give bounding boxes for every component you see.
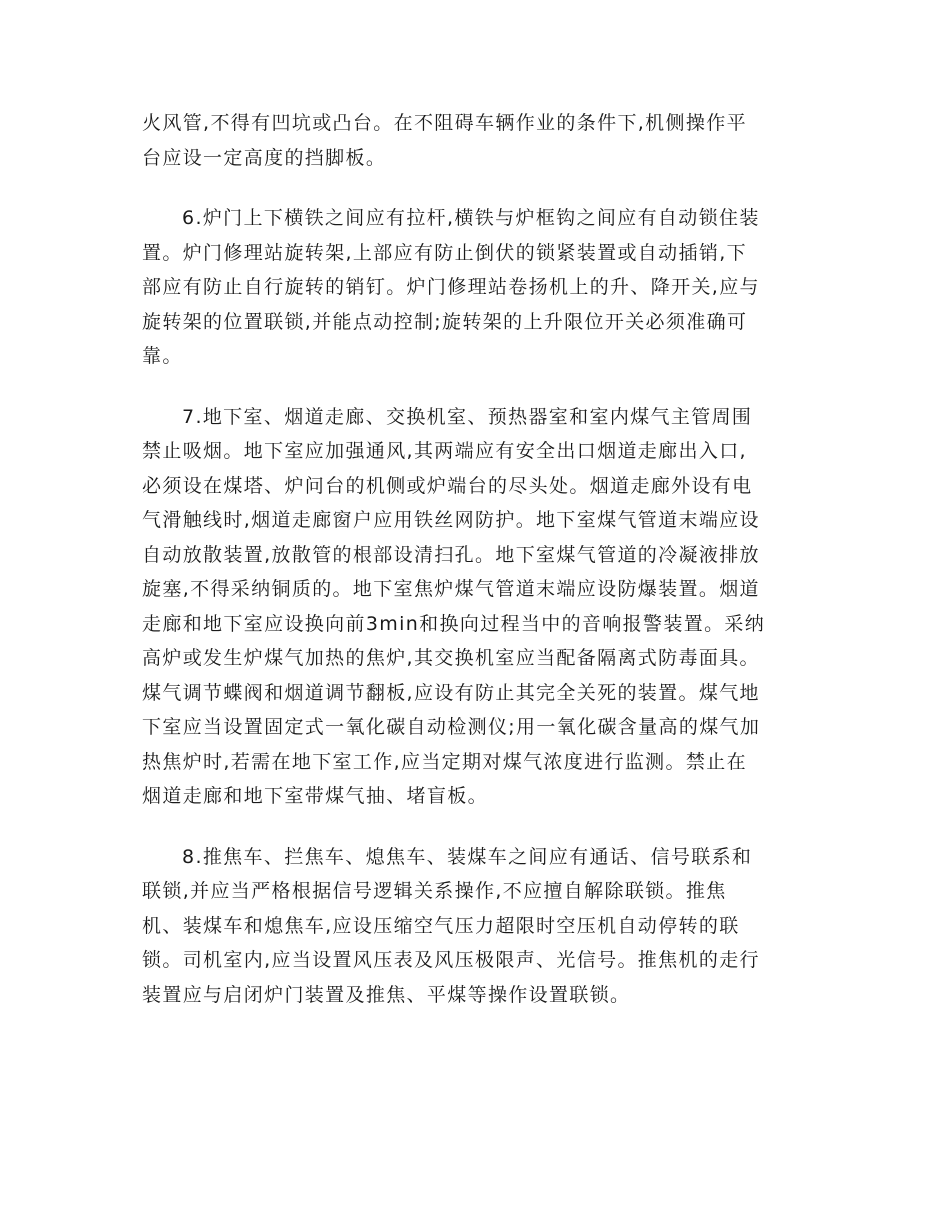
text-line: 高炉或发生炉煤气加热的焦炉,其交换机室应当配备隔离式防毒面具。 [142, 647, 760, 669]
text-line: 置。炉门修理站旋转架,上部应有防止倒伏的锁紧装置或自动插销,下 [142, 241, 747, 264]
text-line: 机、装煤车和熄焦车,应设压缩空气压力超限时空压机自动停转的联 [142, 914, 740, 937]
text-line: 装置应与启闭炉门装置及推焦、平煤等操作设置联锁。 [142, 983, 631, 1006]
text-line: 禁止吸烟。地下室应加强通风,其两端应有安全出口烟道走廊出入口, [142, 440, 747, 462]
text-line: 必须设在煤塔、炉问台的机侧或炉端台的尽头处。烟道走廊外设有电 [142, 474, 753, 497]
text-line: 锁。司机室内,应当设置风压表及风压极限声、光信号。推焦机的走行 [142, 949, 760, 971]
text-line: 烟道走廊和地下室带煤气抽、堵盲板。 [142, 785, 488, 807]
text-line: 联锁,并应当严格根据信号逻辑关系操作,不应擅自解除联锁。推焦 [142, 880, 727, 902]
paragraph-item-6 [142, 201, 802, 374]
text-line: 煤气调节蝶阀和烟道调节翻板,应设有防止其完全关死的装置。煤气地 [142, 681, 760, 704]
text-line: 台应设一定高度的挡脚板。 [142, 146, 387, 169]
text-line: 气滑触线时,烟道走廊窗户应用铁丝网防护。地下室煤气管道末端应设 [142, 509, 760, 531]
paragraph-continuation [142, 106, 802, 175]
text-line: 7.地下室、烟道走廊、交换机室、预热器室和室内煤气主管周围 [182, 405, 753, 428]
text-line: 热焦炉时,若需在地下室工作,应当定期对煤气浓度进行监测。禁止在 [142, 750, 747, 773]
paragraph-item-8 [142, 840, 802, 1013]
text-line: 靠。 [142, 345, 183, 367]
text-line: 下室应当设置固定式一氧化碳自动检测仪;用一氧化碳含量高的煤气加 [142, 716, 761, 738]
text-line: 自动放散装置,放散管的根部设清扫孔。地下室煤气管道的冷凝液排放 [142, 543, 760, 566]
text-line: 旋转架的位置联锁,并能点动控制;旋转架的上升限位开关必须准确可 [142, 310, 748, 333]
paragraph-item-7 [142, 400, 802, 814]
text-line: 旋塞,不得采纳铜质的。地下室焦炉煤气管道末端应设防爆装置。烟道 [142, 578, 760, 600]
text-line: 火风管,不得有凹坑或凸台。在不阻碍车辆作业的条件下,机侧操作平 [142, 112, 747, 134]
document-page [142, 106, 802, 1038]
text-line: 6.炉门上下横铁之间应有拉杆,横铁与炉框钩之间应有自动锁住装 [182, 207, 760, 229]
text-line: 走廊和地下室应设换向前3min和换向过程当中的音响报警装置。采纳 [142, 612, 766, 635]
text-line: 部应有防止自行旋转的销钉。炉门修理站卷扬机上的升、降开关,应与 [142, 276, 760, 298]
text-line: 8.推焦车、拦焦车、熄焦车、装煤车之间应有通话、信号联系和 [182, 845, 753, 868]
